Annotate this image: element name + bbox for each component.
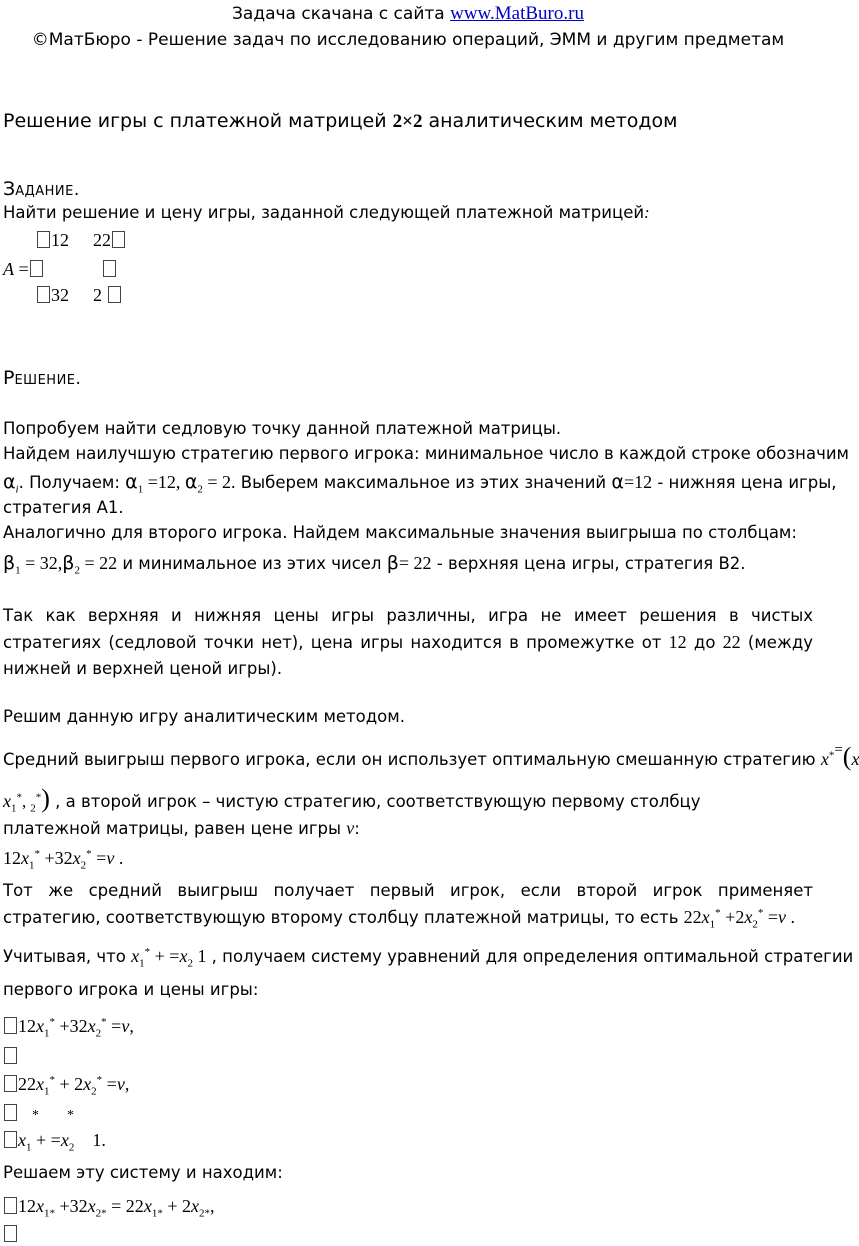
- matrix-row-2: 32 2: [36, 285, 122, 306]
- paragraph-pure-strategy: $x_1^*$, $_2$*) , а второй игрок – чистую стратегию, соответствующую первому столбцу: [3, 784, 701, 815]
- system-brace-bottom: [3, 1224, 18, 1245]
- document-title: Решение игры с платежной матрицей 2×2 аналитическим методом: [3, 110, 678, 132]
- paragraph-alpha-values: $\alpha_i$. Получаем: $\alpha_1 =12$, $\alpha_2 = 2$. Выберем максимальное из этих значений α=12 - нижняя цена игры,: [3, 471, 837, 496]
- task-heading: ЗАДАНИЕ.: [3, 178, 80, 200]
- brace-glyph-icon: [4, 1047, 17, 1064]
- paragraph-beta-values: $\beta_1 = 32,\beta_2 = 22$ и минимальное из этих чисел β= 22 - верхняя цена игры, стратегия B2.: [3, 552, 746, 577]
- site-header-line-2: ©МатБюро - Решение задач по исследованию операций, ЭММ и другим предметам: [31, 30, 785, 50]
- brace-glyph-icon: [4, 1197, 17, 1214]
- matrix-row-1: 12 22: [36, 230, 126, 251]
- matrix-right-bracket: [102, 259, 117, 280]
- system-equation-1: $12x_1^* +32x_2^* =v$,: [3, 1016, 134, 1037]
- bracket-glyph-icon: [37, 286, 50, 303]
- paragraph-saddle: Попробуем найти седловую точку данной платежной матрицы.: [3, 419, 562, 438]
- system-brace-mid-2: * *: [3, 1104, 74, 1124]
- paragraph-system-intro: первого игрока и цены игры:: [3, 980, 259, 999]
- brace-glyph-icon: [4, 1225, 17, 1242]
- paragraph-solve: Решаем эту систему и находим:: [3, 1163, 283, 1182]
- matburo-link[interactable]: www.MatBuro.ru: [450, 3, 584, 24]
- bracket-glyph-icon: [37, 231, 50, 248]
- bracket-glyph-icon: [30, 260, 43, 277]
- equation-final: $12x_{1*} +32x_{2*} = 22x_{1*} + 2x_{2*}$,: [3, 1196, 214, 1217]
- paragraph-first-player: Найдем наилучшую стратегию первого игрока: минимальное число в каждой строке обозначим: [3, 444, 849, 463]
- paragraph-analytic: Решим данную игру аналитическим методом.: [3, 707, 405, 726]
- system-brace-mid-1: [3, 1046, 18, 1067]
- paragraph-strategy-a1: стратегия A1.: [3, 498, 124, 517]
- bracket-glyph-icon: [103, 260, 116, 277]
- brace-glyph-icon: [4, 1104, 17, 1121]
- solution-heading: РЕШЕНИЕ.: [3, 367, 81, 389]
- matrix-name: A =: [3, 259, 44, 280]
- brace-glyph-icon: [4, 1131, 17, 1148]
- paragraph-second-column: Тот же средний выигрыш получает первый игрок, если второй игрок применяет стратегию, соответствующую второму столбцу платежной матрицы, то есть $22x_1^* +2x_2^* =v$ .: [3, 881, 813, 931]
- brace-glyph-icon: [4, 1017, 17, 1034]
- bracket-glyph-icon: [108, 286, 121, 303]
- system-equation-3: $x_1 + =x_2$ 1.: [3, 1130, 106, 1151]
- paragraph-second-player: Аналогично для второго игрока. Найдем максимальные значения выигрыша по столбцам:: [3, 523, 797, 542]
- system-equation-2: $22x_1^* + 2x_2^* =v$,: [3, 1074, 129, 1095]
- task-text: Найти решение и цену игры, заданной следующей платежной матрицей:: [3, 203, 650, 222]
- site-header-line-1: Задача скачана с сайта www.MatBuro.ru: [232, 3, 584, 24]
- paragraph-game-value: платежной матрицы, равен цене игры v:: [3, 818, 360, 838]
- brace-glyph-icon: [4, 1075, 17, 1092]
- paragraph-considering: Учитывая, что $x_1^* + =x_2$ 1 , получаем систему уравнений для определения оптимальной стратегии: [3, 946, 854, 970]
- paragraph-no-saddle: Так как верхняя и нижняя цены игры различны, игра не имеет решения в чистых стратегиях (седловой точки нет), цена игры находится в промежутке от 12 до 22 (между нижней и верхней ценой игры).: [3, 606, 813, 678]
- paragraph-mixed-strategy: Средний выигрыш первого игрока, если он использует оптимальную смешанную стратегию x*=(x: [3, 742, 859, 771]
- equation-1: $12x_1^* +32x_2^* =v$ .: [3, 848, 124, 872]
- bracket-glyph-icon: [112, 231, 125, 248]
